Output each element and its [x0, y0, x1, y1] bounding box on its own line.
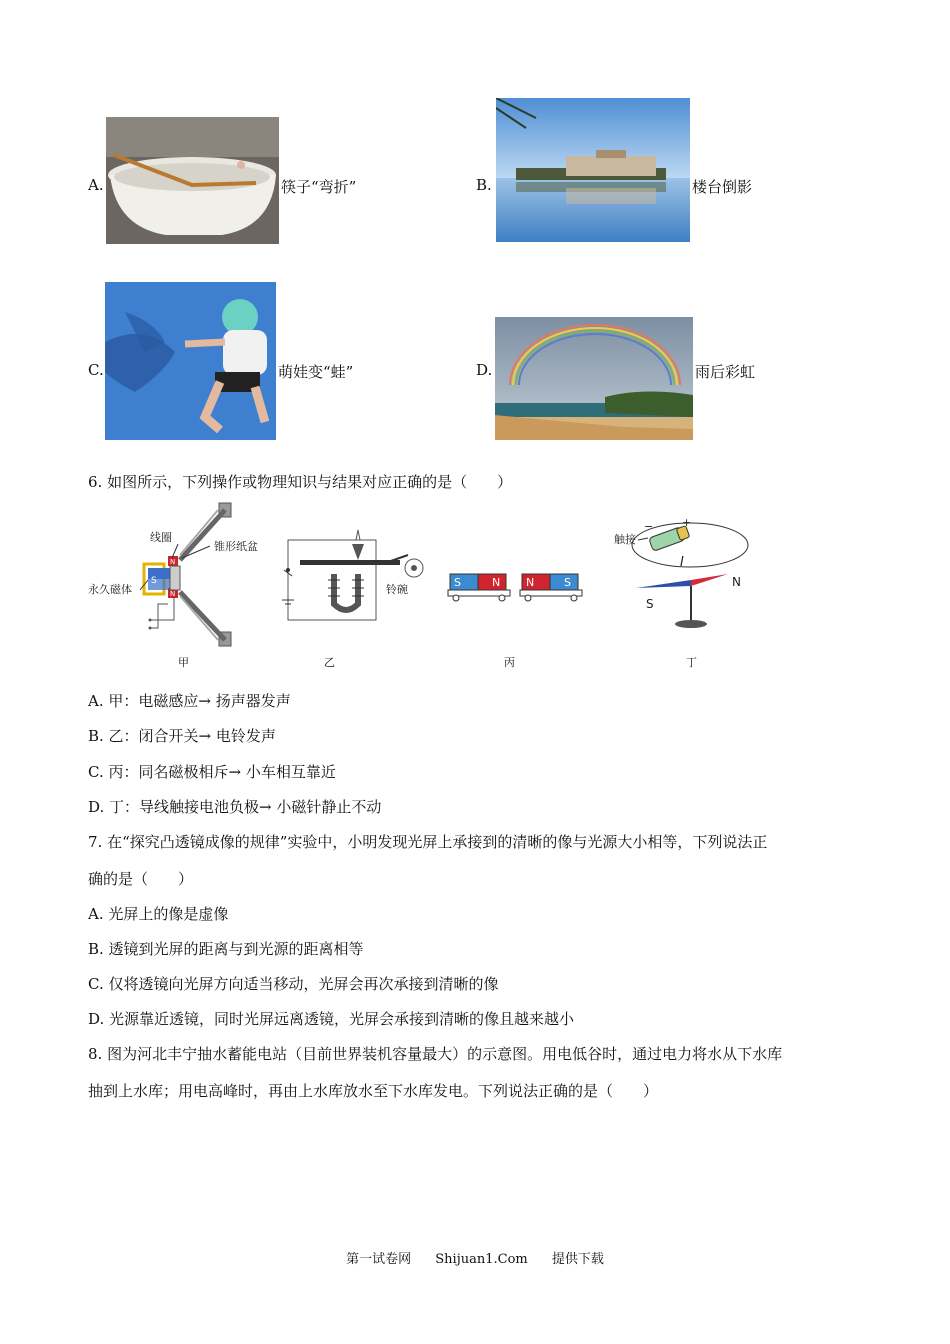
battery-minus-label: −	[644, 520, 654, 533]
question-6-stem: 6. 如图所示，下列操作或物理知识与结果对应正确的是（ ）	[88, 473, 513, 491]
footer-note: 提供下载	[551, 1252, 604, 1267]
question-7-stem-line2: 确的是（ ）	[88, 870, 194, 888]
caption-jia: 甲	[178, 656, 189, 669]
speaker-diagram	[88, 503, 258, 646]
option-b-caption: 楼台倒影	[692, 178, 753, 196]
q6-option-b: B. 乙：闭合开关→ 电铃发声	[88, 727, 276, 745]
bell-bowl-label: 铃碗	[386, 583, 408, 596]
magnet-label: 永久磁体	[88, 583, 132, 596]
caption-yi: 乙	[324, 656, 335, 669]
oersted-diagram	[614, 516, 748, 628]
page-footer	[0, 1248, 950, 1267]
building-reflection-photo	[496, 98, 690, 242]
magnet-s-label: S	[151, 576, 157, 586]
option-a-label: A.	[88, 176, 104, 194]
q7-option-b: B. 透镜到光屏的距离与到光源的距离相等	[88, 940, 364, 958]
footer-domain[interactable]: Shijuan1.Com	[435, 1252, 528, 1267]
q6-option-c: C. 丙：同名磁极相斥→ 小车相互靠近	[88, 763, 336, 781]
touch-label: 触接	[614, 533, 636, 546]
q7-option-d: D. 光源靠近透镜，同时光屏远离透镜，光屏会承接到清晰的像且越来越小	[88, 1010, 575, 1028]
electric-bell-diagram	[282, 530, 423, 620]
cone-label: 锥形纸盆	[214, 540, 258, 553]
pole-n-top-label: N	[170, 558, 176, 566]
question-7-stem-line1: 7. 在“探究凸透镜成像的规律”实验中，小明发现光屏上承接到的清晰的像与光源大小相等，下列说法正	[88, 833, 768, 851]
coil-label: 线圈	[150, 531, 172, 544]
caption-ding: 丁	[686, 656, 697, 669]
q6-option-a: A. 甲：电磁感应→ 扬声器发声	[88, 692, 291, 710]
caption-bing: 丙	[504, 656, 515, 669]
needle-n-label: N	[732, 575, 741, 589]
cart2-n-label: N	[526, 576, 535, 589]
question-8-stem-line2: 抽到上水库；用电高峰时，再由上水库放水至下水库发电。下列说法正确的是（ ）	[88, 1082, 659, 1100]
question-6-figure	[88, 500, 778, 675]
cart1-n-label: N	[492, 576, 501, 589]
question-8-stem-line1: 8. 图为河北丰宁抽水蓄能电站（目前世界装机容量最大）的示意图。用电低谷时，通过电力将水从下水库	[88, 1045, 783, 1063]
option-c-label: C.	[88, 361, 104, 379]
chopsticks-bowl-photo	[106, 117, 279, 244]
rainbow-photo	[495, 317, 693, 440]
option-c-caption: 萌娃变“蛙”	[278, 363, 354, 381]
current-label: I	[680, 555, 684, 570]
battery-plus-label: +	[682, 516, 692, 529]
option-d-label: D.	[476, 361, 493, 379]
magnet-carts-diagram	[448, 574, 582, 601]
option-b-label: B.	[476, 176, 492, 194]
cart1-s-label: S	[454, 576, 461, 589]
cart2-s-label: S	[564, 576, 571, 589]
footer-site: 第一试卷网	[346, 1252, 412, 1267]
q7-option-c: C. 仅将透镜向光屏方向适当移动，光屏会再次承接到清晰的像	[88, 975, 499, 993]
needle-s-label: S	[646, 597, 654, 611]
q7-option-a: A. 光屏上的像是虚像	[88, 905, 229, 923]
pole-n-bottom-label: N	[170, 590, 176, 598]
option-a-caption: 筷子“弯折”	[281, 178, 357, 196]
option-d-caption: 雨后彩虹	[695, 363, 756, 381]
q6-option-d: D. 丁：导线触接电池负极→ 小磁针静止不动	[88, 798, 382, 816]
child-shadow-frog-photo	[105, 282, 276, 440]
